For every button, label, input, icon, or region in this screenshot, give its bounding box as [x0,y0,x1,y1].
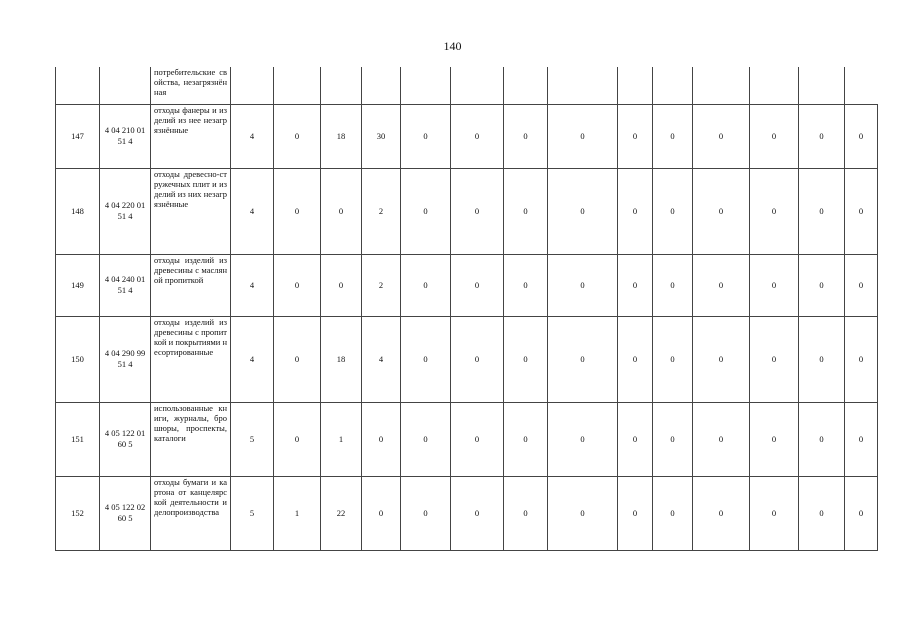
cell-value: 0 [799,316,845,402]
cell-code: 4 04 210 01 51 4 [100,104,151,168]
table-row [56,254,878,316]
cell-value: 0 [693,402,750,476]
cell-value: 0 [401,254,451,316]
cell-value: 4 [231,254,274,316]
cell-code [100,67,151,104]
cell-waste-name: использованные книги, журналы, брошюры, проспекты, каталоги [151,402,231,476]
cell-value: 0 [274,402,321,476]
cell-value: 0 [845,476,878,550]
cell-value: 0 [321,168,362,254]
cell-value: 4 [231,104,274,168]
cell-value: 0 [799,254,845,316]
cell-value: 5 [231,476,274,550]
table-row [56,168,878,254]
cell-waste-name: отходы изделий из древесины с пропиткой и покрытиями несортированные [151,316,231,402]
cell-value: 0 [750,476,799,550]
cell-value: 0 [548,254,618,316]
cell-num [56,67,100,104]
cell-value: 0 [274,104,321,168]
cell-value: 0 [451,168,504,254]
cell-value [693,67,750,104]
cell-value: 0 [693,476,750,550]
cell-value: 0 [693,316,750,402]
cell-value: 0 [845,316,878,402]
cell-num: 148 [56,168,100,254]
cell-value: 0 [653,402,693,476]
cell-value [274,67,321,104]
cell-value: 0 [750,254,799,316]
cell-value: 0 [618,104,653,168]
cell-num: 147 [56,104,100,168]
cell-value: 0 [321,254,362,316]
cell-value: 0 [504,104,548,168]
cell-value: 0 [548,476,618,550]
cell-value: 0 [653,168,693,254]
cell-value [231,67,274,104]
cell-num: 149 [56,254,100,316]
cell-value: 0 [548,168,618,254]
cell-value: 0 [750,402,799,476]
cell-value: 0 [653,254,693,316]
cell-value: 0 [451,104,504,168]
cell-value: 0 [451,476,504,550]
cell-value: 0 [750,104,799,168]
cell-value [362,67,401,104]
cell-waste-name: отходы бумаги и картона от канцелярской деятельности и делопроизводства [151,476,231,550]
cell-value: 18 [321,316,362,402]
cell-value: 0 [845,254,878,316]
cell-value: 0 [401,476,451,550]
cell-code: 4 04 220 01 51 4 [100,168,151,254]
table-row-continuation [56,67,878,104]
cell-num: 151 [56,402,100,476]
cell-value [504,67,548,104]
cell-value: 0 [504,316,548,402]
cell-value: 0 [451,402,504,476]
cell-value: 30 [362,104,401,168]
cell-value: 0 [693,254,750,316]
cell-value: 0 [451,316,504,402]
cell-value: 22 [321,476,362,550]
cell-value: 0 [845,168,878,254]
cell-value: 0 [401,104,451,168]
cell-value [618,67,653,104]
cell-value: 0 [401,402,451,476]
cell-waste-name: отходы изделий из древесины с масляной пропиткой [151,254,231,316]
cell-value: 0 [618,402,653,476]
cell-value: 0 [401,168,451,254]
cell-code: 4 04 290 99 51 4 [100,316,151,402]
cell-value: 0 [750,168,799,254]
cell-value: 0 [504,168,548,254]
cell-waste-name: потребительские свойства, незагрязнённая [151,67,231,104]
cell-value: 0 [653,476,693,550]
cell-value: 0 [504,402,548,476]
cell-value: 1 [321,402,362,476]
cell-value: 2 [362,254,401,316]
cell-code: 4 05 122 02 60 5 [100,476,151,550]
cell-waste-name: отходы древесно-стружечных плит и изделий из них незагрязнённые [151,168,231,254]
cell-value: 0 [693,104,750,168]
page-number: 140 [443,39,462,53]
cell-value: 0 [618,168,653,254]
cell-value: 0 [618,254,653,316]
cell-num: 150 [56,316,100,402]
cell-value: 4 [231,168,274,254]
cell-value: 0 [548,402,618,476]
cell-value: 0 [504,254,548,316]
cell-value [799,67,845,104]
cell-value: 0 [401,316,451,402]
cell-value: 0 [845,402,878,476]
cell-value: 0 [504,476,548,550]
cell-value [321,67,362,104]
table-row [56,402,878,476]
cell-value: 0 [274,254,321,316]
cell-value: 4 [231,316,274,402]
cell-value [750,67,799,104]
cell-value: 1 [274,476,321,550]
cell-value: 0 [274,316,321,402]
cell-value: 4 [362,316,401,402]
table-row [56,104,878,168]
cell-value: 0 [799,402,845,476]
cell-value: 0 [548,104,618,168]
cell-value: 0 [750,316,799,402]
cell-value: 0 [362,476,401,550]
cell-value [401,67,451,104]
cell-value: 2 [362,168,401,254]
cell-value: 0 [451,254,504,316]
cell-code: 4 05 122 01 60 5 [100,402,151,476]
table-row [56,316,878,402]
cell-value: 5 [231,402,274,476]
cell-value: 0 [799,476,845,550]
cell-value [451,67,504,104]
cell-value: 0 [274,168,321,254]
cell-value: 0 [653,316,693,402]
cell-value [548,67,618,104]
cell-value: 0 [845,104,878,168]
cell-code: 4 04 240 01 51 4 [100,254,151,316]
cell-value: 0 [693,168,750,254]
cell-value: 0 [653,104,693,168]
cell-value: 18 [321,104,362,168]
cell-value: 0 [362,402,401,476]
cell-value: 0 [618,476,653,550]
cell-num: 152 [56,476,100,550]
cell-value: 0 [618,316,653,402]
table-row [56,476,878,550]
cell-value: 0 [799,168,845,254]
cell-value: 0 [799,104,845,168]
cell-waste-name: отходы фанеры и изделий из нее незагрязнённые [151,104,231,168]
cell-value [653,67,693,104]
waste-table [55,67,878,551]
cell-value: 0 [548,316,618,402]
